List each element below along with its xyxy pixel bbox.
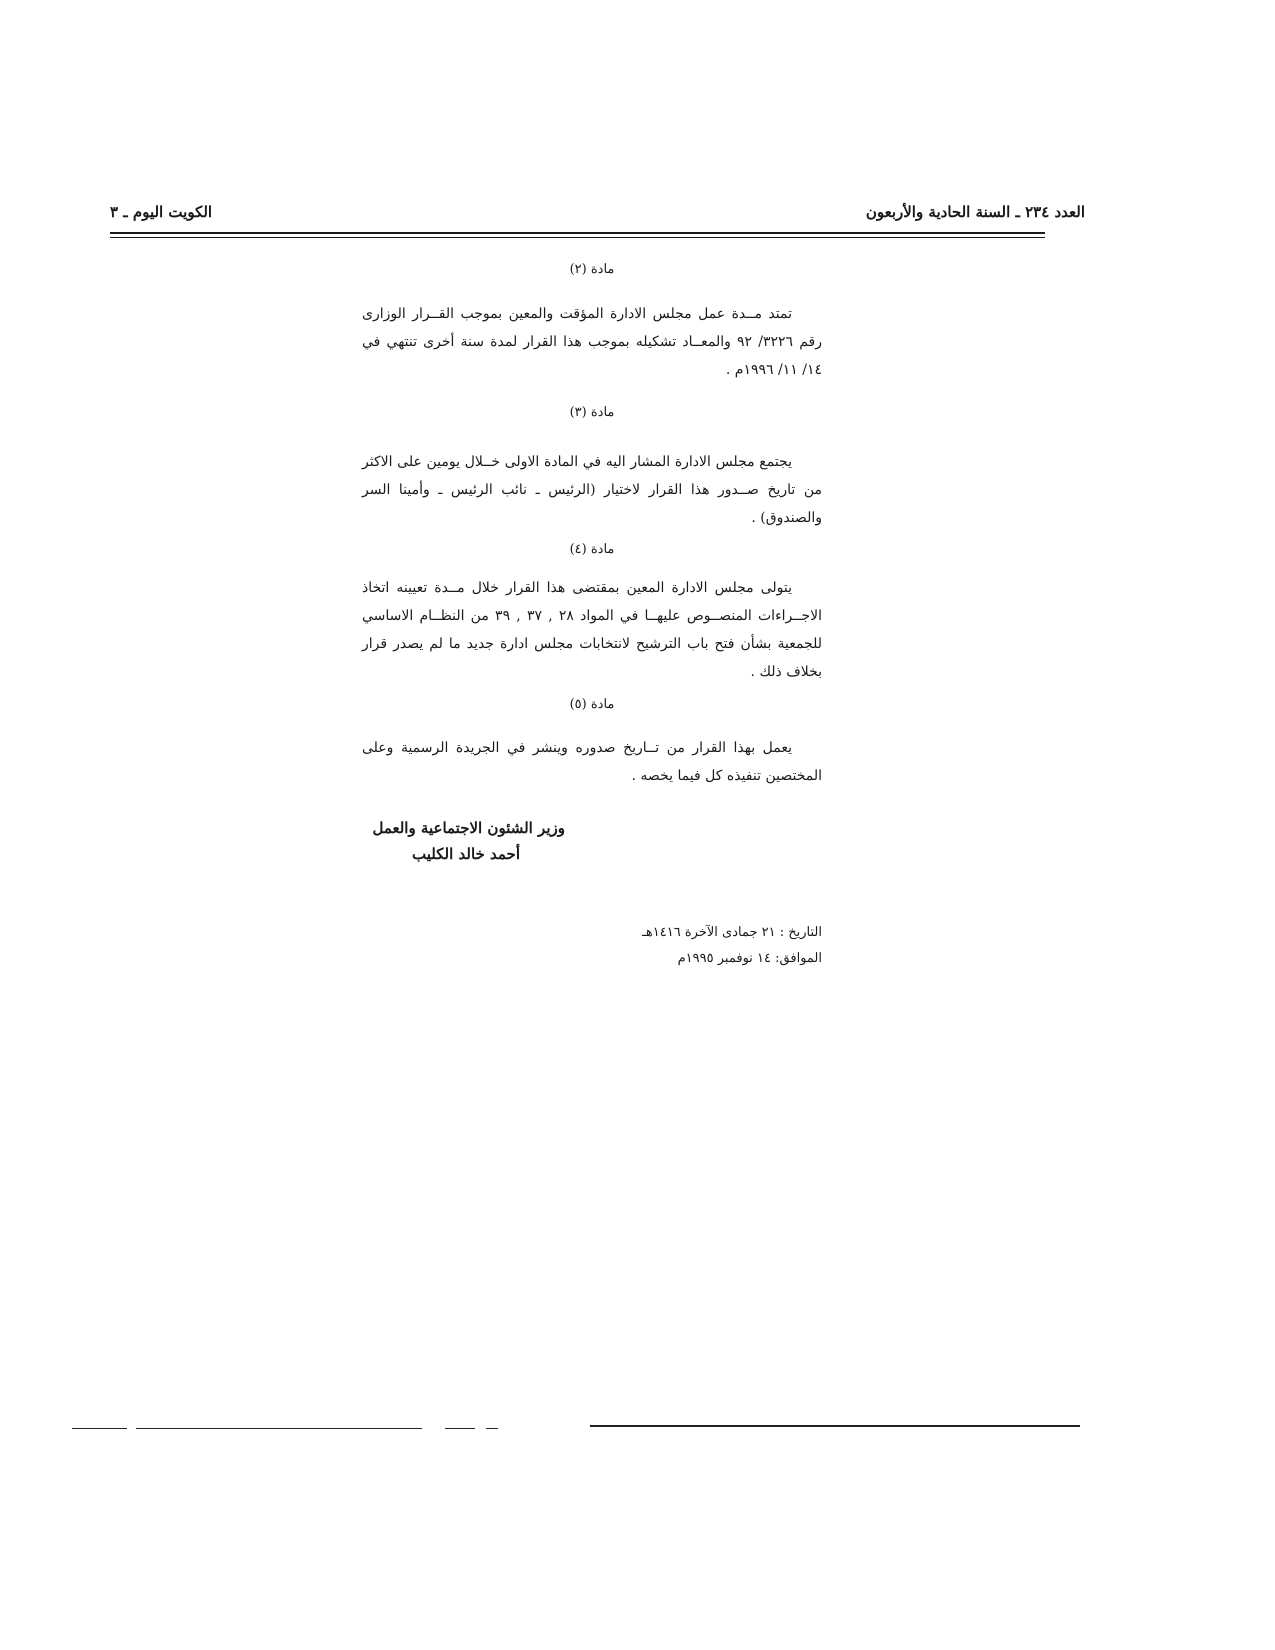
header-rule xyxy=(110,232,1045,234)
signature-position: وزير الشئون الاجتماعية والعمل xyxy=(372,819,565,837)
article-5-title: مادة (٥) xyxy=(569,697,615,712)
article-5-text: يعمل بهذا القرار من تــاريخ صدوره وينشر في الجريدة الرسمية وعلى المختصين تنفيذه كل فيما يخصه . xyxy=(362,740,822,784)
footer-rule-segment xyxy=(445,1428,475,1429)
header-rule-thin xyxy=(110,237,1045,238)
article-4-text: يتولى مجلس الادارة المعين بمقتضى هذا القرار خلال مــدة تعيينه اتخاذ الاجــراءات المنصــوص عليهــا في المواد ٢٨ , ٣٧ , ٣٩ من النظــام الاساسي للجمعية بشأن فتح باب الترشيح لانتخابات مجلس ادارة جديد ما لم يصدر قرار بخلاف ذلك . xyxy=(362,580,822,680)
article-2-title: مادة (٢) xyxy=(569,262,615,277)
article-3-text: يجتمع مجلس الادارة المشار اليه في المادة الاولى خــلال يومين على الاكثر من تاريخ صــدور هذا القرار لاختيار (الرئيس ـ نائب الرئيس ـ وأمينا السر والصندوق) . xyxy=(362,454,822,526)
footer-rule-segment xyxy=(486,1428,498,1429)
date-block xyxy=(600,920,822,972)
header-issue-info: العدد ٢٣٤ ـ السنة الحادية والأربعون xyxy=(865,203,1085,221)
article-3-title: مادة (٣) xyxy=(569,405,615,420)
date-hijri: التاريخ : ٢١ جمادى الآخرة ١٤١٦هـ xyxy=(642,925,822,940)
footer-rule-segment xyxy=(590,1425,1080,1427)
header-gazette-page: الكويت اليوم ـ ٣ xyxy=(110,203,213,221)
footer-rule-segment xyxy=(136,1428,422,1429)
date-gregorian: الموافق: ١٤ نوفمبر ١٩٩٥م xyxy=(677,951,822,966)
signature-name: أحمد خالد الكليب xyxy=(412,845,520,863)
article-2-text: تمتد مــدة عمل مجلس الادارة المؤقت والمعين بموجب القــرار الوزارى رقم ٣٢٢٦/ ٩٢ والمعــاد تشكيله بموجب هذا القرار لمدة سنة أخرى تنتهي في ١٤/ ١١/ ١٩٩٦م . xyxy=(362,306,822,378)
footer-rule-segment xyxy=(72,1428,127,1429)
article-4-title: مادة (٤) xyxy=(569,542,615,557)
signature-block xyxy=(355,815,565,867)
